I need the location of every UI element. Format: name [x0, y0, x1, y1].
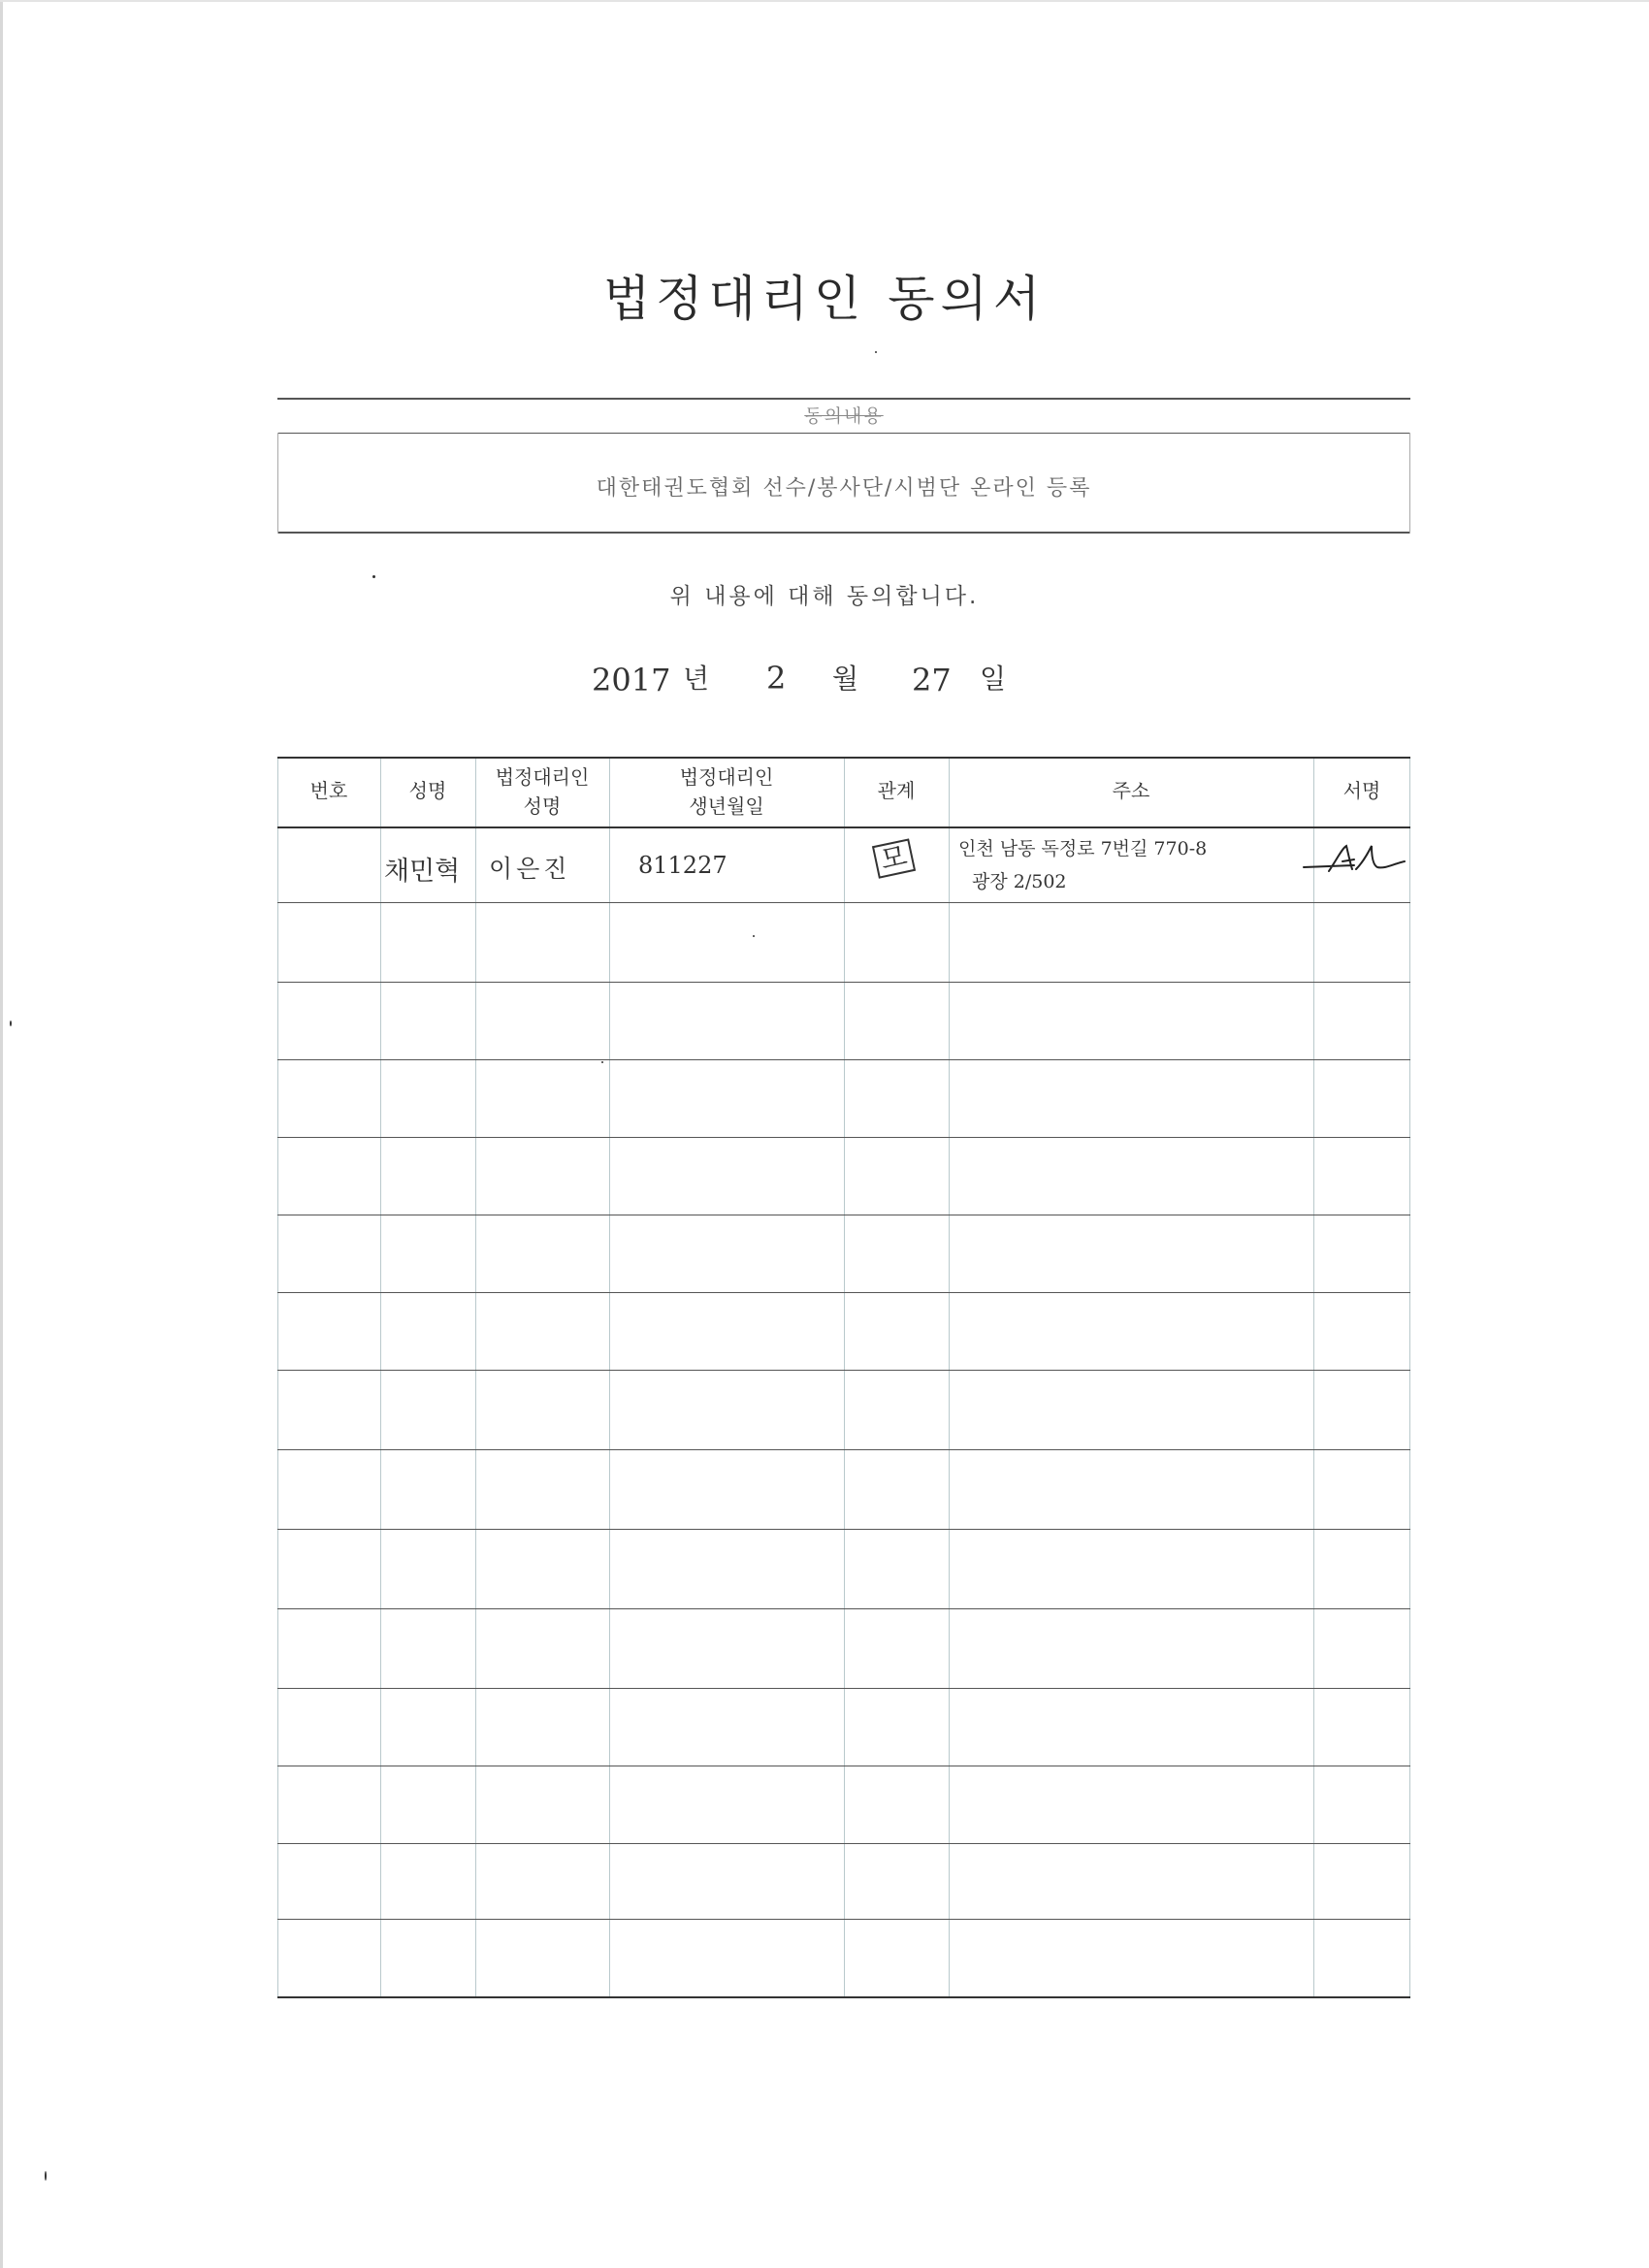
- table-row-rule: [277, 1919, 1410, 1920]
- row-name: 채민혁: [384, 857, 461, 887]
- table-col-divider: [949, 757, 950, 1998]
- header-signature: 서명: [1342, 779, 1381, 802]
- table-row-rule: [277, 1137, 1410, 1138]
- table-row-rule: [277, 1292, 1410, 1293]
- header-guardian-name-line1: 법정대리인: [495, 765, 590, 789]
- table-row-rule: [277, 902, 1410, 903]
- date-month-unit: 월: [832, 663, 859, 695]
- table-bottom-rule: [277, 1996, 1410, 1998]
- date-day-unit: 일: [980, 663, 1007, 695]
- table-row-rule: [277, 1370, 1410, 1371]
- row-guardian-name: 이은진: [489, 855, 571, 883]
- date-day: 27: [912, 662, 952, 698]
- row-address-line1: 인천 남동 독정로 7번길 770-8: [958, 838, 1208, 859]
- header-no: 번호: [309, 779, 348, 802]
- table-top-rule: [277, 757, 1410, 759]
- header-address: 주소: [1112, 779, 1150, 802]
- row-relation: 모: [872, 838, 916, 878]
- row-address-line2: 광장 2/502: [972, 871, 1067, 892]
- header-guardian-name: [475, 762, 609, 821]
- scan-speck: [601, 1061, 603, 1063]
- consent-box: [277, 398, 1410, 534]
- table-header-rule: [277, 826, 1410, 828]
- table-row-rule: [277, 1843, 1410, 1844]
- header-guardian-birth: [609, 762, 844, 821]
- header-guardian-name-line2: 성명: [523, 794, 562, 818]
- header-relation: 관계: [877, 779, 916, 802]
- header-guardian-birth-line1: 법정대리인: [679, 765, 774, 789]
- date-year-unit: 년: [683, 663, 710, 695]
- table-row-rule: [277, 982, 1410, 983]
- date-year: 2017: [592, 662, 671, 698]
- table-col-divider: [844, 757, 845, 1998]
- scan-speck: [753, 935, 755, 937]
- table-row-rule: [277, 1059, 1410, 1060]
- table-border-right: [1409, 757, 1410, 1998]
- table-col-divider: [609, 757, 610, 1998]
- table-row-rule: [277, 1529, 1410, 1530]
- consent-heading: 동의내용: [804, 405, 884, 427]
- scan-speck: [10, 1021, 12, 1026]
- scan-speck: [45, 2171, 47, 2181]
- scan-speck: [875, 351, 877, 353]
- table-col-divider: [475, 757, 476, 1998]
- agreement-text: 위 내용에 대해 동의합니다.: [669, 584, 980, 609]
- table-border-left: [277, 757, 278, 1998]
- row-guardian-birth: 811227: [638, 852, 728, 879]
- consent-mid-rule: [277, 433, 1410, 434]
- row-signature-image: [1300, 840, 1408, 879]
- table-row-rule: [277, 1608, 1410, 1609]
- consent-content: 대한태권도협회 선수/봉사단/시범단 온라인 등록: [596, 476, 1092, 501]
- table-row-rule: [277, 1449, 1410, 1450]
- guardian-table: [277, 757, 1410, 1998]
- scan-top-edge: [0, 0, 1649, 2]
- table-row-rule: [277, 1688, 1410, 1689]
- date-month: 2: [766, 660, 787, 697]
- document-title: 법정대리인 동의서: [602, 271, 1047, 327]
- header-guardian-birth-line2: 생년월일: [689, 794, 764, 818]
- table-col-divider: [380, 757, 381, 1998]
- consent-bottom-rule: [277, 532, 1410, 534]
- consent-top-rule: [277, 398, 1410, 400]
- header-name: 성명: [408, 779, 447, 802]
- table-col-divider: [1313, 757, 1314, 1998]
- scan-left-edge: [0, 0, 3, 2268]
